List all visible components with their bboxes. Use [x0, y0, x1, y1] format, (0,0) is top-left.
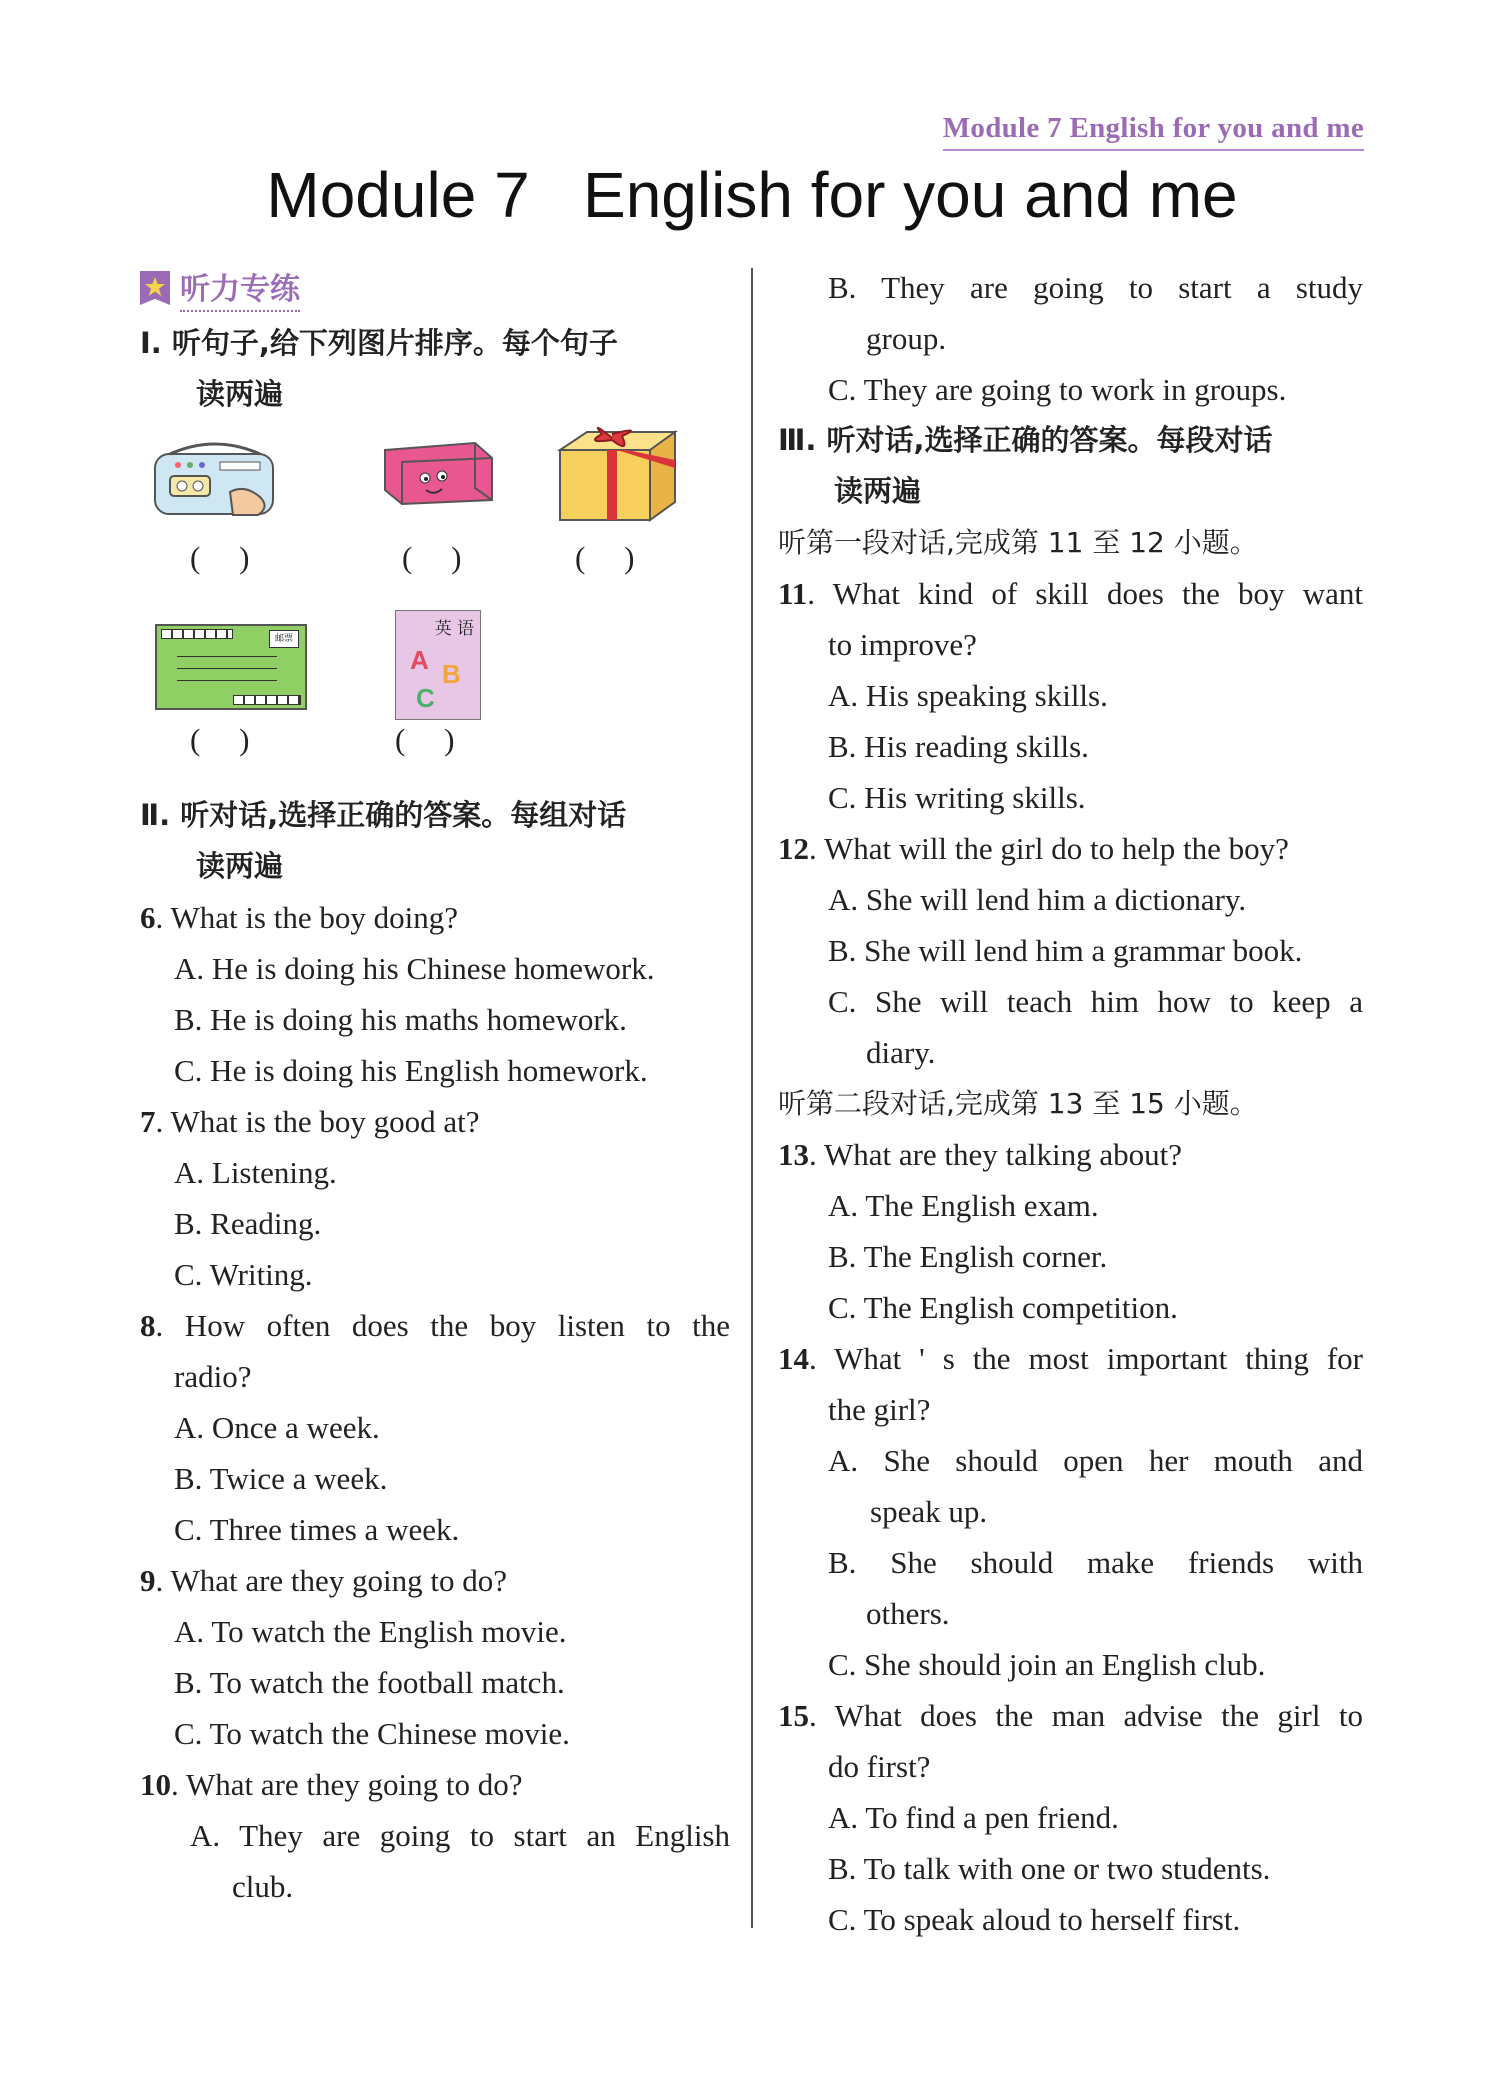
question-13: 13. What are they talking about?	[778, 1137, 1183, 1172]
part3-instruction-cont: 读两遍	[834, 474, 922, 508]
option-15a[interactable]: A. To find a pen friend.	[828, 1800, 1119, 1835]
section-header	[140, 262, 730, 314]
textbook-cover-label: 英 语	[434, 619, 474, 639]
question-10: 10. What are they going to do?	[140, 1767, 523, 1802]
part1-instruction: Ⅰ. 听句子,给下列图片排序。每个句子	[140, 326, 618, 360]
option-13c[interactable]: C. The English competition.	[828, 1290, 1178, 1325]
option-12a[interactable]: A. She will lend him a dictionary.	[828, 882, 1247, 917]
pink-book-icon	[380, 438, 500, 508]
star-badge-icon	[140, 271, 170, 305]
option-12c[interactable]: C. She will teach him how to keep a	[828, 984, 1363, 1019]
part1-instruction-cont: 读两遍	[196, 377, 284, 411]
svg-text:C: C	[416, 683, 435, 713]
option-12c-cont[interactable]: diary.	[866, 1035, 936, 1070]
option-15c[interactable]: C. To speak aloud to herself first.	[828, 1902, 1241, 1937]
gift-box-icon	[555, 420, 680, 525]
option-14b[interactable]: B. She should make friends with	[828, 1545, 1363, 1580]
question-11: 11. What kind of skill does the boy want	[778, 576, 1363, 611]
radio-cassette-icon	[150, 432, 280, 522]
option-14a[interactable]: A. She should open her mouth and	[828, 1443, 1363, 1478]
question-12: 12. What will the girl do to help the boy?	[778, 831, 1289, 866]
part3-instruction: Ⅲ. 听对话,选择正确的答案。每段对话	[778, 423, 1273, 457]
option-14b-cont[interactable]: others.	[866, 1596, 950, 1631]
option-10a-cont[interactable]: club.	[232, 1869, 294, 1904]
dialog1-instruction: 听第一段对话,完成第 11 至 12 小题。	[778, 526, 1258, 559]
option-6b[interactable]: B. He is doing his maths homework.	[174, 1002, 627, 1037]
option-11c[interactable]: C. His writing skills.	[828, 780, 1086, 815]
part2-instruction-cont: 读两遍	[196, 849, 284, 883]
option-10b-cont[interactable]: group.	[866, 321, 947, 356]
question-8-cont: radio?	[174, 1359, 252, 1394]
answer-blank[interactable]: ( )	[190, 540, 250, 575]
question-11-cont: to improve?	[828, 627, 977, 662]
option-7b[interactable]: B. Reading.	[174, 1206, 322, 1241]
svg-text:B: B	[442, 659, 461, 689]
dialog2-instruction: 听第二段对话,完成第 13 至 15 小题。	[778, 1087, 1258, 1120]
stamp-label: 邮票	[269, 630, 299, 648]
answer-blank[interactable]: ( )	[402, 540, 462, 575]
part2-instruction: Ⅱ. 听对话,选择正确的答案。每组对话	[140, 798, 627, 832]
question-9: 9. What are they going to do?	[140, 1563, 508, 1598]
option-14c[interactable]: C. She should join an English club.	[828, 1647, 1266, 1682]
svg-text:A: A	[410, 645, 429, 675]
option-11b[interactable]: B. His reading skills.	[828, 729, 1089, 764]
section-title: 听力专练	[180, 264, 300, 312]
question-6: 6. What is the boy doing?	[140, 900, 458, 935]
answer-blank[interactable]: ( )	[575, 540, 635, 575]
question-15: 15. What does the man advise the girl to	[778, 1698, 1363, 1733]
question-7: 7. What is the boy good at?	[140, 1104, 480, 1139]
left-column	[140, 262, 730, 1912]
option-13a[interactable]: A. The English exam.	[828, 1188, 1099, 1223]
option-9b[interactable]: B. To watch the football match.	[174, 1665, 565, 1700]
question-15-cont: do first?	[828, 1749, 931, 1784]
english-textbook-icon	[395, 610, 481, 720]
page-title: Module 7 English for you and me	[266, 159, 1238, 231]
option-7a[interactable]: A. Listening.	[174, 1155, 337, 1190]
option-10b[interactable]: B. They are going to start a study	[828, 270, 1363, 305]
option-13b[interactable]: B. The English corner.	[828, 1239, 1108, 1274]
postcard-icon	[155, 624, 307, 710]
picture-grid	[140, 420, 730, 790]
running-head: Module 7 English for you and me	[943, 112, 1364, 151]
answer-blank[interactable]: ( )	[395, 722, 455, 757]
option-9c[interactable]: C. To watch the Chinese movie.	[174, 1716, 570, 1751]
option-15b[interactable]: B. To talk with one or two students.	[828, 1851, 1271, 1886]
option-12b[interactable]: B. She will lend him a grammar book.	[828, 933, 1303, 968]
option-6a[interactable]: A. He is doing his Chinese homework.	[174, 951, 655, 986]
option-6c[interactable]: C. He is doing his English homework.	[174, 1053, 648, 1088]
option-10c[interactable]: C. They are going to work in groups.	[828, 372, 1287, 407]
option-8c[interactable]: C. Three times a week.	[174, 1512, 460, 1547]
option-8a[interactable]: A. Once a week.	[174, 1410, 380, 1445]
option-7c[interactable]: C. Writing.	[174, 1257, 313, 1292]
question-14: 14. What ' s the most important thing for	[778, 1341, 1363, 1376]
option-11a[interactable]: A. His speaking skills.	[828, 678, 1108, 713]
answer-blank[interactable]: ( )	[190, 722, 250, 757]
option-9a[interactable]: A. To watch the English movie.	[174, 1614, 567, 1649]
option-10a[interactable]: A. They are going to start an English	[190, 1818, 730, 1853]
right-column	[778, 262, 1363, 1945]
option-14a-cont[interactable]: speak up.	[870, 1494, 988, 1529]
question-14-cont: the girl?	[828, 1392, 931, 1427]
option-8b[interactable]: B. Twice a week.	[174, 1461, 388, 1496]
column-divider	[751, 268, 753, 1928]
question-8: 8. How often does the boy listen to the	[140, 1308, 730, 1343]
